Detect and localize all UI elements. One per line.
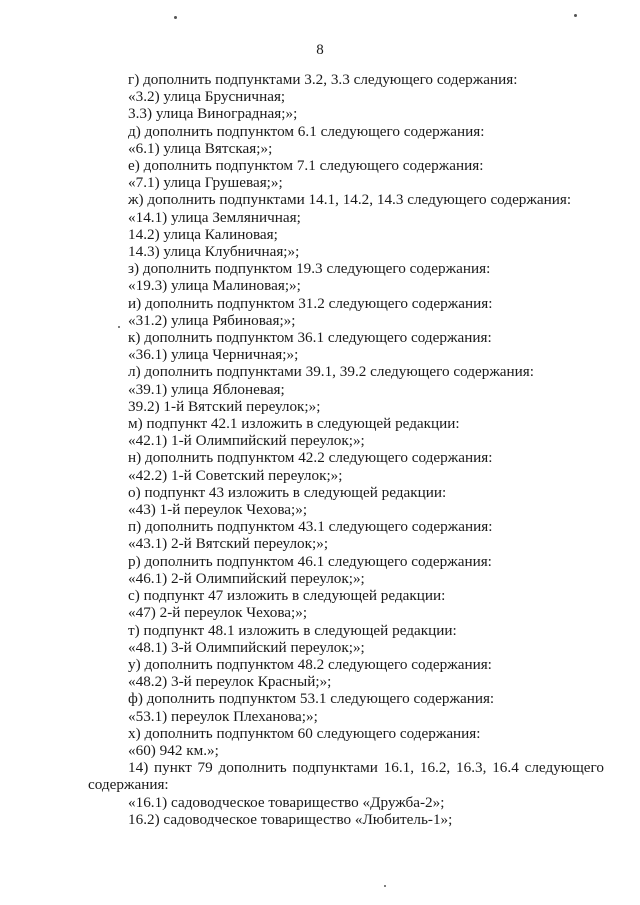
scan-speck xyxy=(174,16,177,19)
text-line: ф) дополнить подпунктом 53.1 следующего содержания: xyxy=(128,690,495,708)
text-line: ж) дополнить подпунктами 14.1, 14.2, 14.3 следующего содержания: xyxy=(128,191,572,209)
text-line: «46.1) 2-й Олимпийский переулок;»; xyxy=(128,569,365,587)
text-line: у) дополнить подпунктом 48.2 следующего содержания: xyxy=(128,655,492,673)
text-line: «43) 1-й переулок Чехова;»; xyxy=(128,501,308,519)
text-line: «42.1) 1-й Олимпийский переулок;»; xyxy=(128,432,365,450)
text-line: и) дополнить подпунктом 31.2 следующего содержания: xyxy=(128,294,493,312)
text-line: п) дополнить подпунктом 43.1 следующего содержания: xyxy=(128,518,493,536)
text-line: «36.1) улица Черничная;»; xyxy=(128,346,299,364)
text-line: 14.2) улица Калиновая; xyxy=(128,225,278,243)
text-line: с) подпункт 47 изложить в следующей редакции: xyxy=(128,587,446,605)
text-line: 14) пункт 79 дополнить подпунктами 16.1, 16.2, 16.3, 16.4 следующего xyxy=(128,759,604,777)
text-line: т) подпункт 48.1 изложить в следующей редакции: xyxy=(128,621,457,639)
text-line: «53.1) переулок Плеханова;»; xyxy=(128,707,318,725)
text-line: д) дополнить подпунктом 6.1 следующего содержания: xyxy=(128,122,485,140)
text-line: «39.1) улица Яблоневая; xyxy=(128,380,285,398)
text-line: х) дополнить подпунктом 60 следующего содержания: xyxy=(128,724,481,742)
text-line: р) дополнить подпунктом 46.1 следующего содержания: xyxy=(128,552,492,570)
text-line: 3.3) улица Виноградная;»; xyxy=(128,105,298,123)
text-line: 16.2) садоводческое товарищество «Любитель-1»; xyxy=(128,810,453,828)
text-line: «7.1) улица Грушевая;»; xyxy=(128,174,283,192)
text-line: з) дополнить подпунктом 19.3 следующего содержания: xyxy=(128,260,491,278)
text-line: е) дополнить подпунктом 7.1 следующего содержания: xyxy=(128,157,484,175)
scan-speck xyxy=(384,885,386,887)
text-line: м) подпункт 42.1 изложить в следующей редакции: xyxy=(128,415,460,433)
text-line: «42.2) 1-й Советский переулок;»; xyxy=(128,466,343,484)
text-line: л) дополнить подпунктами 39.1, 39.2 следующего содержания: xyxy=(128,363,535,381)
page-number: 8 xyxy=(316,42,324,58)
text-line: «60) 942 км.»; xyxy=(128,741,219,759)
text-line: «16.1) садоводческое товарищество «Дружба-2»; xyxy=(128,793,445,811)
text-line: 14.3) улица Клубничная;»; xyxy=(128,243,300,261)
text-line: «48.2) 3-й переулок Красный;»; xyxy=(128,673,332,691)
text-line: к) дополнить подпунктом 36.1 следующего содержания: xyxy=(128,329,492,347)
text-line: «43.1) 2-й Вятский переулок;»; xyxy=(128,535,329,553)
text-line: «19.3) улица Малиновая;»; xyxy=(128,277,301,295)
text-line: «3.2) улица Брусничная; xyxy=(128,88,286,106)
scan-speck xyxy=(574,14,577,17)
text-line: 39.2) 1-й Вятский переулок;»; xyxy=(128,397,321,415)
document-body xyxy=(88,71,604,828)
text-line: о) подпункт 43 изложить в следующей редакции: xyxy=(128,483,447,501)
text-line: «31.2) улица Рябиновая;»; xyxy=(128,311,296,329)
text-line: «48.1) 3-й Олимпийский переулок;»; xyxy=(128,638,365,656)
text-line: н) дополнить подпунктом 42.2 следующего содержания: xyxy=(128,449,493,467)
text-line: «6.1) улица Вятская;»; xyxy=(128,139,273,157)
text-line: «14.1) улица Земляничная; xyxy=(128,208,301,226)
text-line: «47) 2-й переулок Чехова;»; xyxy=(128,604,308,622)
text-line: содержания: xyxy=(88,776,169,794)
text-line: г) дополнить подпунктами 3.2, 3.3 следующего содержания: xyxy=(128,71,518,88)
